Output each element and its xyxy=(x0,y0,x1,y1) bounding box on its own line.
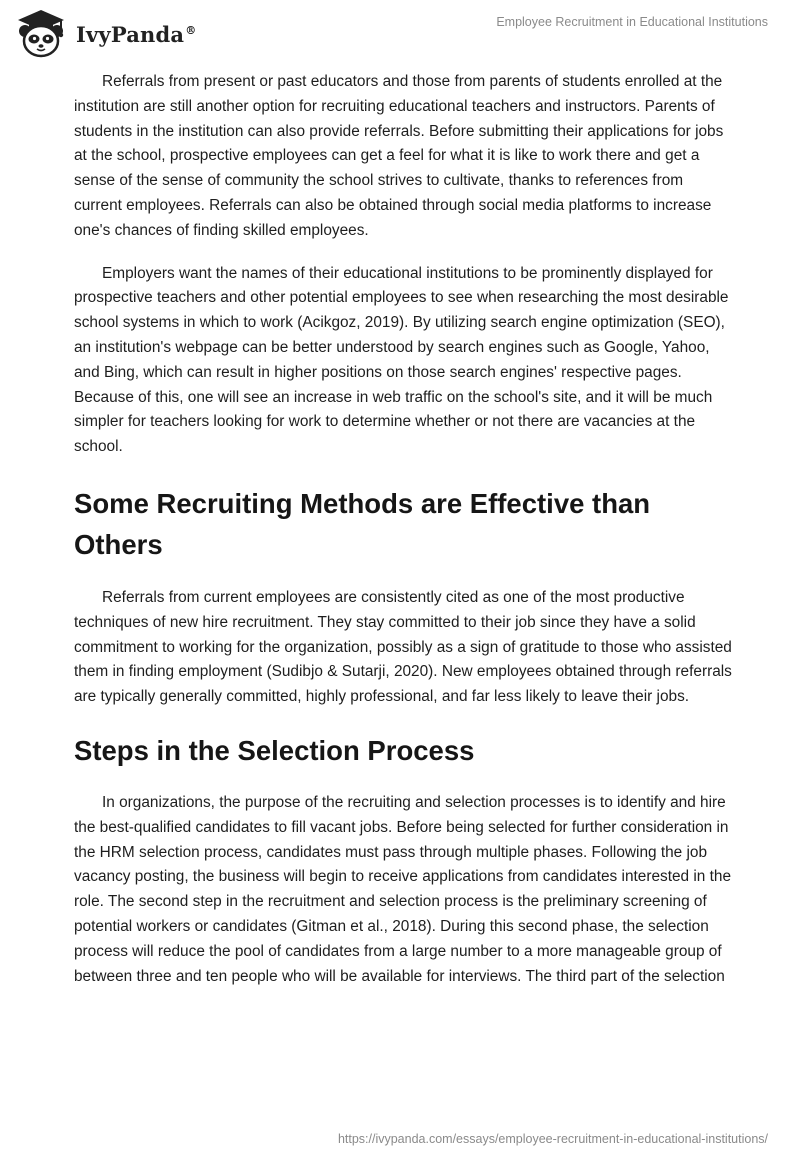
paragraph-selection-process: In organizations, the purpose of the recruiting and selection processes is to identify and hire the best-qualified candidates to fill vacant jobs. Before being selected for further consideration in the HRM selection process, candidates must pass through multiple phases. Following the job vacancy posting, the business will begin to receive applications from candidates interested in the role. The second step in the recruitment and selection process is the preliminary screening of potential workers or candidates (Gitman et al., 2018). During this second phase, the selection process will reduce the pool of candidates from a large number to a more manageable group of between three and ten people who will be available for interviews. The third part of the selection xyxy=(74,793,732,985)
paragraph-seo: Employers want the names of their educational institutions to be prominently displayed for prospective teachers and other potential employees to see when researching the most desirable school systems in which to work (Acikgoz, 2019). By utilizing search engine optimization (SEO), an institution's webpage can be better understood by search engines such as Google, Yahoo, and Bing, which can result in higher positions on those search engines' respective pages. Because of this, one will see an increase in web traffic on the school's site, and it will be much simpler for teachers looking for work to determine whether or not there are vacancies at the school. xyxy=(74,264,729,456)
essay-content xyxy=(74,70,734,989)
ivypanda-logo[interactable] xyxy=(14,8,196,58)
panda-graduate-icon xyxy=(14,8,68,58)
paragraph-referrals: Referrals from present or past educators and those from parents of students enrolled at the institution are still another option for recruiting educational teachers and instructors. Parents of students in the institution can also provide referrals. Before submitting their applications for jobs at the school, prospective employees can get a feel for what it is like to work there and get a sense of the sense of community the school strives to cultivate, thanks to references from current employees. Referrals can also be obtained through social media platforms to increase one's chances of finding skilled employees. xyxy=(74,73,724,239)
document-title: Employee Recruitment in Educational Institutions xyxy=(496,15,768,29)
section-heading-selection-steps: Steps in the Selection Process xyxy=(74,734,475,766)
paragraph-employee-referrals: Referrals from current employees are consistently cited as one of the most productive techniques of new hire recruitment. They stay committed to their job since they have a solid commitment to working for the organization, possibly as a sign of gratitude to those who assisted them in finding employment (Sudibjo & Sutarji, 2020). New employees obtained through referrals are typically generally committed, highly professional, and far less likely to leave their jobs. xyxy=(74,588,732,706)
page-header xyxy=(0,0,800,70)
section-heading-recruiting-methods: Some Recruiting Methods are Effective than Others xyxy=(74,487,651,560)
logo-wordmark: IvyPanda® xyxy=(76,21,197,47)
source-url[interactable]: https://ivypanda.com/essays/employee-recruitment-in-educational-institutions/ xyxy=(337,1132,768,1146)
